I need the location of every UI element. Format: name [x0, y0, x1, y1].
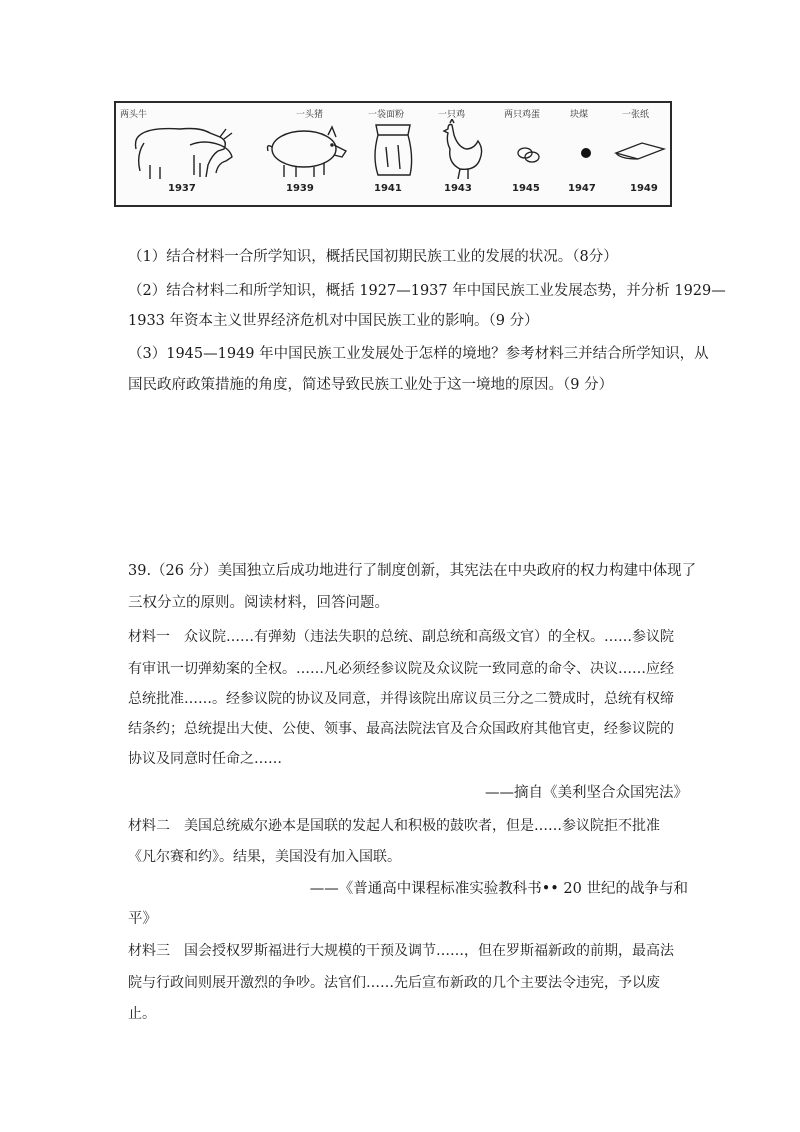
material-3-line: 材料三 国会授权罗斯福进行大规模的干预及调节……，但在罗斯福新政的前期，最高法	[128, 943, 674, 959]
material-3-line: 院与行政间则展开激烈的争吵。法官们……先后宣布新政的几个主要法令违宪，予以废	[128, 975, 660, 991]
material-1-line: 有审讯一切弹劾案的全权。……凡必须经参议院及众议院一致同意的命令、决议……应经	[128, 661, 674, 677]
flour-sack-icon	[368, 117, 418, 177]
figure-cell-1945	[500, 103, 556, 205]
chicken-icon	[438, 119, 488, 179]
material-3-line: 止。	[128, 1006, 156, 1022]
figure-label: 一张纸	[622, 110, 650, 120]
figure-year: 1943	[444, 183, 472, 194]
q39-intro: 39.（26 分）美国独立后成功地进行了制度创新，其宪法在中央政府的权力构建中体现了	[128, 563, 697, 579]
figure-year: 1947	[568, 183, 596, 194]
figure-cell-1937	[116, 103, 241, 205]
figure-year: 1949	[630, 183, 658, 194]
figure-label: 一头猪	[296, 110, 324, 120]
material-2-line: 《凡尔赛和约》。结果，美国没有加入国联。	[128, 849, 401, 865]
material-2-source: ——《普通高中课程标准实验教科书•• 20 世纪的战争与和	[309, 881, 688, 897]
figure-cell-1943	[434, 103, 494, 205]
material-1-line: 协议及同意时任命之……	[128, 751, 282, 767]
q39-intro-cont: 三权分立的原则。阅读材料，回答问题。	[128, 595, 389, 611]
figure-label: 两头牛	[120, 110, 148, 120]
figure-cell-1939	[256, 103, 356, 205]
question-2-cont: 1933 年资本主义世界经济危机对中国民族工业的影响。（9 分）	[128, 313, 539, 329]
figure-label: 一袋面粉	[368, 110, 405, 120]
material-1-line: 总统批准……。经参议院的协议及同意，并得该院出席议员三分之二赞成时，总统有权缔	[128, 691, 674, 707]
question-2: （2）结合材料二和所学知识，概括 1927—1937 年中国民族工业发展态势，并分析 1929—	[128, 283, 726, 299]
material-1-line: 材料一 众议院……有弹劾（违法失职的总统、副总统和高级文官）的全权。……参议院	[128, 629, 674, 645]
question-3-cont: 国民政府政策措施的角度，简述导致民族工业处于这一境地的原因。（9 分）	[128, 377, 614, 393]
figure-label: 两只鸡蛋	[504, 110, 541, 120]
material-1-line: 结条约；总统提出大使、公使、领事、最高法院法官及合众国政府其他官吏，经参议院的	[128, 721, 674, 737]
figure-label: 块煤	[570, 110, 589, 120]
figure-cell-1947	[562, 103, 612, 205]
figure-cell-1941	[364, 103, 424, 205]
material-2-source-cont: 平》	[128, 911, 157, 927]
paper-sheet-icon	[612, 137, 668, 167]
price-illustration-figure	[114, 101, 672, 207]
eggs-icon	[510, 139, 550, 169]
figure-year: 1937	[168, 183, 196, 194]
coal-lump-icon	[572, 139, 602, 169]
figure-year: 1939	[286, 183, 314, 194]
material-2-line: 材料二 美国总统威尔逊本是国联的发起人和积极的鼓吹者，但是……参议院拒不批准	[128, 818, 660, 834]
figure-year: 1945	[512, 183, 540, 194]
two-oxen-icon	[120, 115, 240, 185]
pig-icon	[262, 121, 357, 181]
material-1-source: ——摘自《美利坚合众国宪法》	[485, 785, 688, 801]
figure-label: 一只鸡	[438, 110, 466, 120]
question-3: （3）1945—1949 年中国民族工业发展处于怎样的境地？参考材料三并结合所学知识，从	[128, 346, 709, 362]
figure-cell-1949	[612, 103, 672, 205]
figure-year: 1941	[374, 183, 402, 194]
question-1: （1）结合材料一合所学知识，概括民国初期民族工业的发展的状况。（8分）	[128, 249, 618, 265]
